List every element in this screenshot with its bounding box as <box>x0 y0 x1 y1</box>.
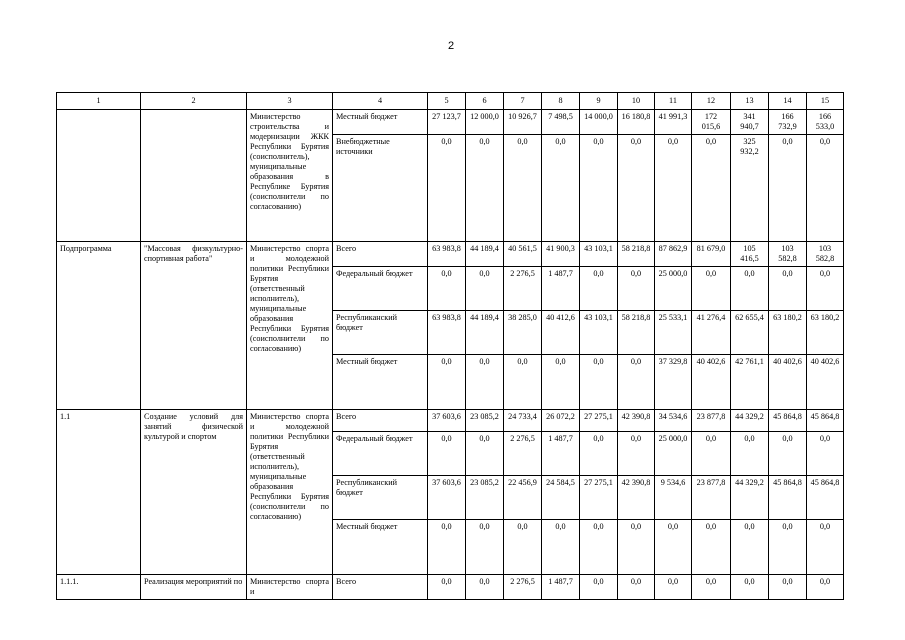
value-cell: 0,0 <box>769 135 807 242</box>
value-cell: 87 862,9 <box>655 242 692 267</box>
funding-source-cell: Местный бюджет <box>333 520 428 575</box>
value-cell: 0,0 <box>655 520 692 575</box>
value-cell: 0,0 <box>769 267 807 311</box>
value-cell: 0,0 <box>769 575 807 600</box>
value-cell: 2 276,5 <box>504 432 542 476</box>
value-cell: 0,0 <box>542 135 580 242</box>
value-cell: 0,0 <box>807 575 844 600</box>
value-cell: 0,0 <box>692 267 731 311</box>
value-cell: 0,0 <box>692 575 731 600</box>
value-cell: 325 932,2 <box>731 135 769 242</box>
column-number: 8 <box>542 93 580 110</box>
value-cell: 172 015,6 <box>692 110 731 135</box>
value-cell: 0,0 <box>618 267 655 311</box>
value-cell: 63 983,8 <box>428 311 466 355</box>
value-cell: 81 679,0 <box>692 242 731 267</box>
table-row <box>57 110 844 135</box>
value-cell: 0,0 <box>731 267 769 311</box>
row-name-cell: Реализация мероприятий по <box>141 575 247 600</box>
value-cell: 45 864,8 <box>769 410 807 432</box>
row-executor-cell: Министерство спорта и молодежной политики Республики Бурятия (ответственный исполнитель), муниципальные образования Республики Бурятия (соисполнители по согласованию) <box>247 410 333 575</box>
value-cell: 40 402,6 <box>769 355 807 410</box>
value-cell: 0,0 <box>428 135 466 242</box>
value-cell: 0,0 <box>428 355 466 410</box>
value-cell: 7 498,5 <box>542 110 580 135</box>
value-cell: 12 000,0 <box>466 110 504 135</box>
value-cell: 0,0 <box>769 432 807 476</box>
value-cell: 0,0 <box>504 135 542 242</box>
column-number: 4 <box>333 93 428 110</box>
value-cell: 0,0 <box>580 355 618 410</box>
column-number: 5 <box>428 93 466 110</box>
value-cell: 10 926,7 <box>504 110 542 135</box>
budget-table <box>56 92 844 600</box>
value-cell: 23 877,8 <box>692 476 731 520</box>
value-cell: 44 189,4 <box>466 242 504 267</box>
funding-source-cell: Местный бюджет <box>333 110 428 135</box>
row-code-cell <box>57 110 141 242</box>
column-number: 14 <box>769 93 807 110</box>
table-body <box>57 93 844 600</box>
row-code-cell: 1.1.1. <box>57 575 141 600</box>
value-cell: 0,0 <box>466 432 504 476</box>
row-code-cell: Подпрограмма <box>57 242 141 410</box>
column-number: 12 <box>692 93 731 110</box>
column-number: 9 <box>580 93 618 110</box>
value-cell: 0,0 <box>580 432 618 476</box>
value-cell: 0,0 <box>428 520 466 575</box>
value-cell: 0,0 <box>807 135 844 242</box>
table-row <box>57 575 844 600</box>
value-cell: 0,0 <box>655 575 692 600</box>
funding-source-cell: Республиканский бюджет <box>333 311 428 355</box>
value-cell: 34 534,6 <box>655 410 692 432</box>
value-cell: 0,0 <box>542 520 580 575</box>
value-cell: 0,0 <box>504 355 542 410</box>
value-cell: 0,0 <box>466 355 504 410</box>
row-executor-cell: Министерство строительства и модернизации ЖКК Республики Бурятия (соисполнитель), муниципальные образования в Республике Бурятия (соисполнители по согласованию) <box>247 110 333 242</box>
value-cell: 0,0 <box>466 135 504 242</box>
column-number: 11 <box>655 93 692 110</box>
value-cell: 38 285,0 <box>504 311 542 355</box>
value-cell: 41 991,3 <box>655 110 692 135</box>
funding-source-cell: Внебюджетные источники <box>333 135 428 242</box>
value-cell: 22 456,9 <box>504 476 542 520</box>
value-cell: 42 390,8 <box>618 476 655 520</box>
value-cell: 40 402,6 <box>692 355 731 410</box>
value-cell: 40 402,6 <box>807 355 844 410</box>
funding-source-cell: Федеральный бюджет <box>333 267 428 311</box>
value-cell: 23 085,2 <box>466 476 504 520</box>
value-cell: 0,0 <box>618 575 655 600</box>
row-executor-cell: Министерство спорта и <box>247 575 333 600</box>
value-cell: 1 487,7 <box>542 432 580 476</box>
value-cell: 0,0 <box>807 432 844 476</box>
value-cell: 42 761,1 <box>731 355 769 410</box>
column-number-row <box>57 93 844 110</box>
value-cell: 1 487,7 <box>542 575 580 600</box>
value-cell: 341 940,7 <box>731 110 769 135</box>
value-cell: 58 218,8 <box>618 242 655 267</box>
value-cell: 0,0 <box>655 135 692 242</box>
value-cell: 58 218,8 <box>618 311 655 355</box>
value-cell: 24 733,4 <box>504 410 542 432</box>
value-cell: 25 000,0 <box>655 432 692 476</box>
value-cell: 0,0 <box>731 575 769 600</box>
value-cell: 44 189,4 <box>466 311 504 355</box>
value-cell: 9 534,6 <box>655 476 692 520</box>
funding-source-cell: Всего <box>333 410 428 432</box>
column-number: 15 <box>807 93 844 110</box>
value-cell: 23 085,2 <box>466 410 504 432</box>
row-name-cell: Создание условий для занятий физической культурой и спортом <box>141 410 247 575</box>
value-cell: 63 180,2 <box>769 311 807 355</box>
value-cell: 41 900,3 <box>542 242 580 267</box>
value-cell: 0,0 <box>428 575 466 600</box>
page-number: 2 <box>448 40 455 52</box>
funding-source-cell: Местный бюджет <box>333 355 428 410</box>
row-code-cell: 1.1 <box>57 410 141 575</box>
column-number: 7 <box>504 93 542 110</box>
value-cell: 0,0 <box>428 267 466 311</box>
value-cell: 0,0 <box>580 520 618 575</box>
value-cell: 27 275,1 <box>580 476 618 520</box>
value-cell: 0,0 <box>466 575 504 600</box>
value-cell: 0,0 <box>618 135 655 242</box>
value-cell: 1 487,7 <box>542 267 580 311</box>
value-cell: 0,0 <box>618 355 655 410</box>
value-cell: 37 329,8 <box>655 355 692 410</box>
value-cell: 0,0 <box>807 520 844 575</box>
value-cell: 0,0 <box>692 520 731 575</box>
value-cell: 166 732,9 <box>769 110 807 135</box>
value-cell: 62 655,4 <box>731 311 769 355</box>
column-number: 2 <box>141 93 247 110</box>
value-cell: 0,0 <box>466 520 504 575</box>
value-cell: 103 582,8 <box>807 242 844 267</box>
value-cell: 41 276,4 <box>692 311 731 355</box>
value-cell: 0,0 <box>769 520 807 575</box>
value-cell: 0,0 <box>580 135 618 242</box>
value-cell: 16 180,8 <box>618 110 655 135</box>
column-number: 13 <box>731 93 769 110</box>
column-number: 1 <box>57 93 141 110</box>
value-cell: 27 275,1 <box>580 410 618 432</box>
value-cell: 0,0 <box>580 267 618 311</box>
value-cell: 0,0 <box>580 575 618 600</box>
value-cell: 0,0 <box>428 432 466 476</box>
value-cell: 37 603,6 <box>428 410 466 432</box>
value-cell: 25 533,1 <box>655 311 692 355</box>
value-cell: 45 864,8 <box>769 476 807 520</box>
value-cell: 14 000,0 <box>580 110 618 135</box>
value-cell: 23 877,8 <box>692 410 731 432</box>
row-name-cell: "Массовая физкультурно-спортивная работа" <box>141 242 247 410</box>
value-cell: 25 000,0 <box>655 267 692 311</box>
value-cell: 0,0 <box>504 520 542 575</box>
value-cell: 0,0 <box>618 520 655 575</box>
value-cell: 0,0 <box>731 520 769 575</box>
value-cell: 63 180,2 <box>807 311 844 355</box>
value-cell: 2 276,5 <box>504 267 542 311</box>
value-cell: 43 103,1 <box>580 242 618 267</box>
value-cell: 0,0 <box>466 267 504 311</box>
funding-source-cell: Федеральный бюджет <box>333 432 428 476</box>
column-number: 6 <box>466 93 504 110</box>
table-row <box>57 410 844 432</box>
value-cell: 0,0 <box>807 267 844 311</box>
value-cell: 0,0 <box>692 432 731 476</box>
value-cell: 40 561,5 <box>504 242 542 267</box>
row-executor-cell: Министерство спорта и молодежной политики Республики Бурятия (ответственный исполнитель), муниципальные образования Республики Бурятия (соисполнители по согласованию) <box>247 242 333 410</box>
value-cell: 43 103,1 <box>580 311 618 355</box>
value-cell: 40 412,6 <box>542 311 580 355</box>
value-cell: 44 329,2 <box>731 410 769 432</box>
column-number: 3 <box>247 93 333 110</box>
value-cell: 103 582,8 <box>769 242 807 267</box>
value-cell: 166 533,0 <box>807 110 844 135</box>
value-cell: 42 390,8 <box>618 410 655 432</box>
column-number: 10 <box>618 93 655 110</box>
value-cell: 0,0 <box>618 432 655 476</box>
value-cell: 45 864,8 <box>807 410 844 432</box>
value-cell: 0,0 <box>731 432 769 476</box>
funding-source-cell: Всего <box>333 242 428 267</box>
value-cell: 37 603,6 <box>428 476 466 520</box>
value-cell: 0,0 <box>542 355 580 410</box>
value-cell: 0,0 <box>692 135 731 242</box>
value-cell: 24 584,5 <box>542 476 580 520</box>
value-cell: 105 416,5 <box>731 242 769 267</box>
value-cell: 63 983,8 <box>428 242 466 267</box>
funding-source-cell: Республиканский бюджет <box>333 476 428 520</box>
value-cell: 27 123,7 <box>428 110 466 135</box>
value-cell: 2 276,5 <box>504 575 542 600</box>
table-row <box>57 242 844 267</box>
row-name-cell <box>141 110 247 242</box>
value-cell: 44 329,2 <box>731 476 769 520</box>
funding-source-cell: Всего <box>333 575 428 600</box>
value-cell: 45 864,8 <box>807 476 844 520</box>
value-cell: 26 072,2 <box>542 410 580 432</box>
